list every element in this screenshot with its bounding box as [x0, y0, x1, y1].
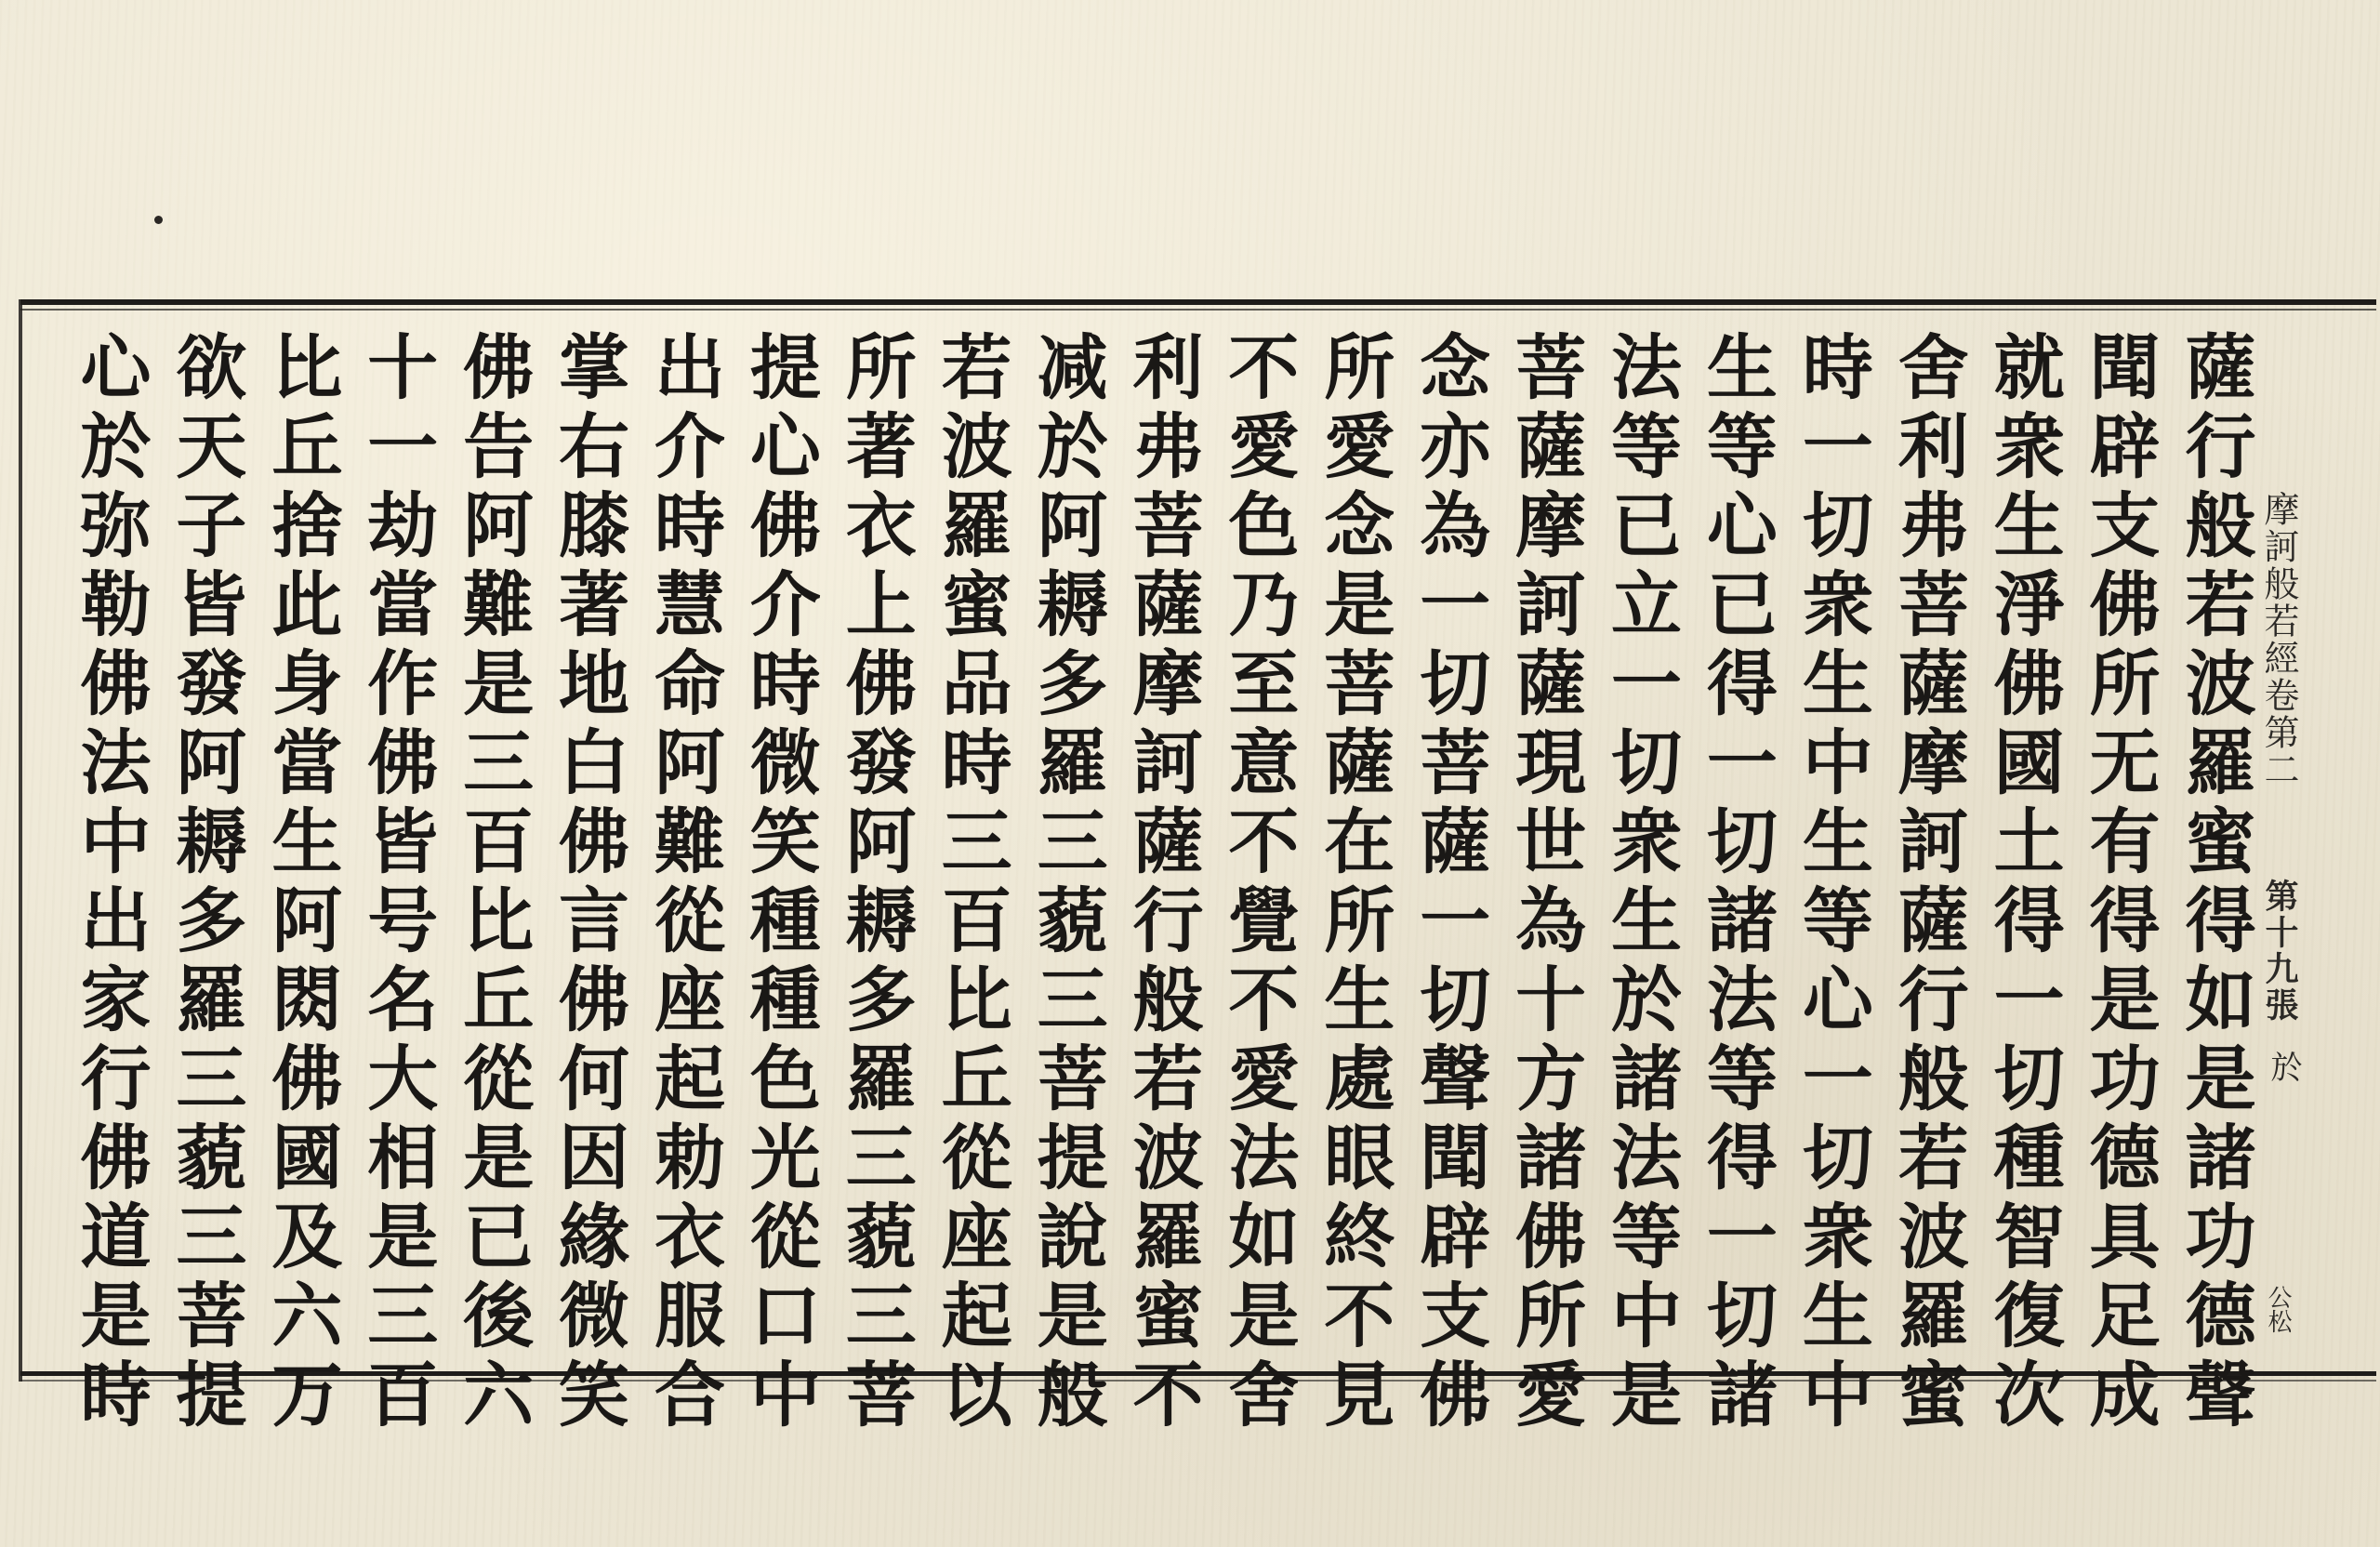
border-top-line	[20, 299, 2376, 305]
text-column: 不愛色乃至意不覺不愛法如是舍	[1216, 330, 1300, 1436]
text-column: 所著衣上佛發阿耨多羅三藐三菩	[834, 330, 918, 1436]
margin-sutra-title: 摩訶般若經卷第二	[2258, 491, 2299, 788]
text-column: 就衆生淨佛國土得一切種智復次	[1982, 330, 2066, 1436]
text-column: 舍利弗菩薩摩訶薩行般若波羅蜜	[1886, 330, 1970, 1436]
margin-carver-mark: 公松	[2264, 1285, 2292, 1333]
text-column: 薩行般若波羅蜜得如是諸功德聲	[2173, 330, 2256, 1436]
text-column: 所愛念是菩薩在所生處眼終不見	[1312, 330, 1395, 1436]
ink-speck	[154, 216, 163, 224]
text-column: 减於阿耨多羅三藐三菩提說是般	[1025, 330, 1109, 1436]
text-column: 生等心已得一切諸法等得一切諸	[1695, 330, 1778, 1436]
text-column: 出介時慧命阿難從座起勅衣服合	[642, 330, 726, 1436]
text-column: 若波羅蜜品時三百比丘從座起以	[930, 330, 1013, 1436]
text-column: 法等已立一切衆生於諸法等中是	[1599, 330, 1683, 1436]
text-column: 佛告阿難是三百比丘從是已後六	[451, 330, 535, 1436]
text-column: 菩薩摩訶薩現世為十方諸佛所愛	[1503, 330, 1587, 1436]
text-column: 利弗菩薩摩訶薩行般若波羅蜜不	[1120, 330, 1204, 1436]
text-column: 念亦為一切菩薩一切聲聞辟支佛	[1408, 330, 1491, 1436]
text-column: 心於弥勒佛法中出家行佛道是時	[69, 330, 152, 1436]
margin-folio-number: 第十九張	[2260, 879, 2299, 1024]
text-column: 聞辟支佛所无有得是功德具足成	[2078, 330, 2162, 1436]
text-column: 掌右膝著地白佛言佛何因緣微笑	[547, 330, 630, 1436]
text-column: 比丘捨此身當生阿閦佛國及六万	[259, 330, 343, 1436]
border-left-line	[19, 299, 22, 1382]
scripture-text-block	[56, 311, 2256, 1436]
text-column: 時一切衆生中生等心一切衆生中	[1791, 330, 1874, 1436]
text-column: 欲天子皆發阿耨多羅三藐三菩提	[164, 330, 247, 1436]
text-column: 提心佛介時微笑種種色光從口中	[738, 330, 822, 1436]
text-column: 十一劫當作佛皆号名大相是三百	[355, 330, 439, 1436]
margin-character: 於	[2265, 1051, 2302, 1082]
border-top-inner-line	[20, 309, 2376, 311]
